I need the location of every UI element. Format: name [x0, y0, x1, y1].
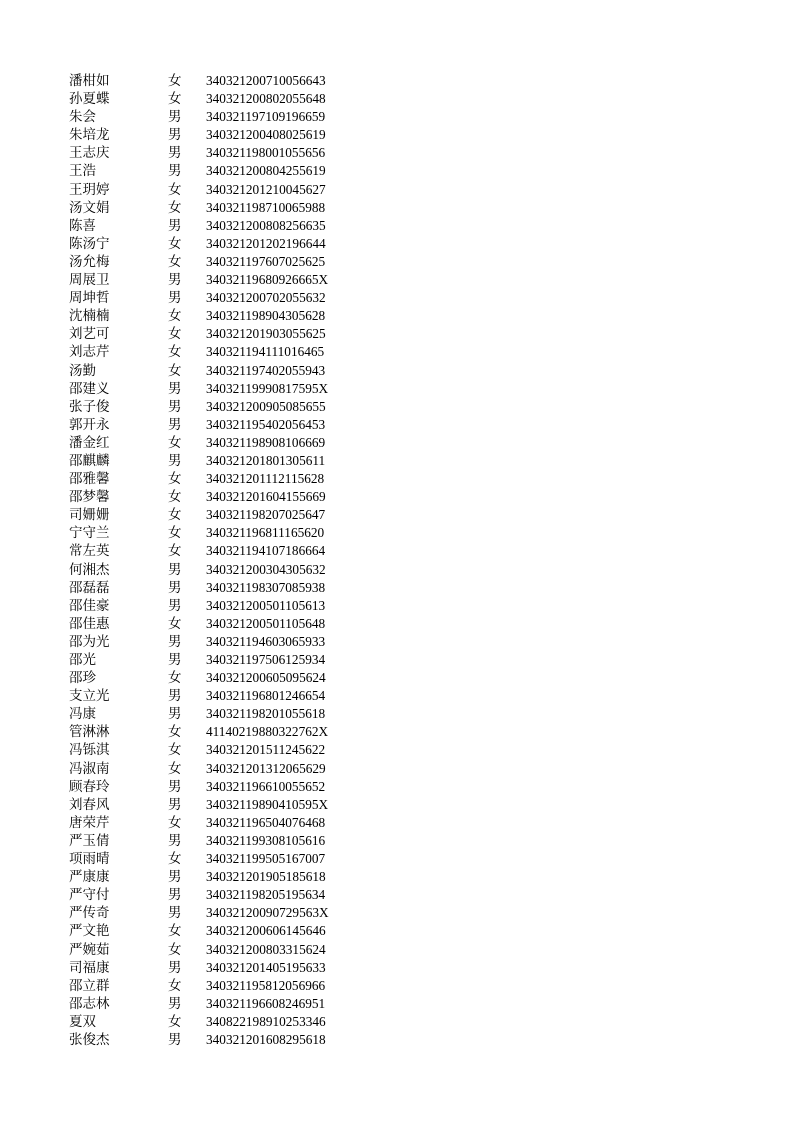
table-row	[0, 669, 793, 687]
gender-cell: 男	[168, 398, 182, 415]
gender-cell: 女	[168, 181, 182, 198]
id-number-cell: 340321200501105648	[206, 615, 326, 631]
id-number-cell: 340321200808256635	[206, 217, 326, 233]
table-row	[0, 705, 793, 723]
table-row	[0, 470, 793, 488]
name-cell: 陈汤宁	[69, 235, 110, 252]
table-row	[0, 814, 793, 832]
name-cell: 何湘杰	[69, 561, 110, 578]
id-number-cell: 340321197607025625	[206, 253, 326, 269]
name-cell: 汤勤	[69, 362, 96, 379]
name-cell: 邵佳豪	[69, 597, 110, 614]
id-number-cell: 34032119990817595X	[206, 380, 329, 396]
table-row	[0, 723, 793, 741]
id-number-cell: 340321197402055943	[206, 362, 326, 378]
name-cell: 严传奇	[69, 905, 110, 922]
gender-cell: 男	[168, 688, 182, 705]
table-row	[0, 904, 793, 922]
id-number-cell: 340321199308105616	[206, 832, 326, 848]
gender-cell: 女	[168, 724, 182, 741]
name-cell: 邵立群	[69, 977, 110, 994]
table-row	[0, 253, 793, 271]
name-cell: 严守付	[69, 887, 110, 904]
gender-cell: 女	[168, 923, 182, 940]
id-number-cell: 340321201608295618	[206, 1031, 326, 1047]
gender-cell: 女	[168, 91, 182, 108]
table-row	[0, 922, 793, 940]
name-cell: 夏双	[69, 1013, 96, 1030]
id-number-cell: 340321201312065629	[206, 760, 326, 776]
gender-cell: 女	[168, 543, 182, 560]
name-cell: 严玉倩	[69, 832, 110, 849]
table-row	[0, 651, 793, 669]
table-row	[0, 886, 793, 904]
name-cell: 王志庆	[69, 145, 110, 162]
gender-cell: 女	[168, 344, 182, 361]
table-row	[0, 289, 793, 307]
gender-cell: 女	[168, 362, 182, 379]
table-row	[0, 181, 793, 199]
gender-cell: 男	[168, 869, 182, 886]
id-number-cell: 340321201903055625	[206, 326, 326, 342]
id-number-cell: 340321201801305611	[206, 452, 326, 468]
gender-cell: 女	[168, 760, 182, 777]
id-number-cell: 340321194603065933	[206, 633, 326, 649]
table-row	[0, 977, 793, 995]
name-cell: 周展卫	[69, 272, 110, 289]
table-row	[0, 832, 793, 850]
name-cell: 刘艺可	[69, 326, 110, 343]
gender-cell: 男	[168, 217, 182, 234]
name-cell: 司姗姗	[69, 507, 110, 524]
id-number-cell: 340321200804255619	[206, 163, 326, 179]
id-number-cell: 340321200605095624	[206, 670, 326, 686]
gender-cell: 女	[168, 851, 182, 868]
id-number-cell: 340321201604155669	[206, 489, 326, 505]
name-cell: 周坤哲	[69, 290, 110, 307]
table-row	[0, 362, 793, 380]
gender-cell: 女	[168, 1013, 182, 1030]
gender-cell: 女	[168, 434, 182, 451]
table-row	[0, 760, 793, 778]
id-number-cell: 340321197506125934	[206, 652, 326, 667]
id-number-cell: 340321198908106669	[206, 434, 326, 450]
id-number-cell: 340321195812056966	[206, 977, 326, 993]
name-cell: 冯淑南	[69, 760, 110, 777]
name-cell: 潘金红	[69, 434, 110, 451]
gender-cell: 男	[168, 597, 182, 614]
table-row	[0, 850, 793, 868]
name-cell: 支立光	[69, 688, 110, 705]
table-row	[0, 959, 793, 977]
id-number-cell: 340321200802055648	[206, 91, 326, 107]
table-row	[0, 597, 793, 615]
name-cell: 刘春风	[69, 796, 110, 813]
name-cell: 汤文娟	[69, 199, 110, 216]
gender-cell: 男	[168, 290, 182, 307]
id-number-cell: 340321200606145646	[206, 923, 326, 939]
gender-cell: 女	[168, 941, 182, 958]
table-row	[0, 271, 793, 289]
table-row	[0, 561, 793, 579]
name-cell: 邵建义	[69, 380, 110, 397]
name-cell: 宁守兰	[69, 525, 110, 542]
name-cell: 项雨晴	[69, 851, 110, 868]
id-number-cell: 340822198910253346	[206, 1013, 326, 1029]
name-cell: 朱会	[69, 109, 96, 126]
table-row	[0, 307, 793, 325]
gender-cell: 男	[168, 163, 182, 180]
gender-cell: 男	[168, 380, 182, 397]
id-number-cell: 340321201511245622	[206, 742, 326, 758]
id-number-cell: 34032119680926665X	[206, 272, 329, 288]
id-number-cell: 340321199505167007	[206, 851, 326, 867]
gender-cell: 女	[168, 615, 182, 632]
name-cell: 严文艳	[69, 923, 110, 940]
table-row	[0, 488, 793, 506]
name-cell: 管淋淋	[69, 724, 110, 741]
id-number-cell: 340321200803315624	[206, 941, 326, 957]
gender-cell: 男	[168, 778, 182, 795]
name-cell: 郭开永	[69, 416, 110, 433]
gender-cell: 女	[168, 489, 182, 506]
table-row	[0, 452, 793, 470]
table-row	[0, 199, 793, 217]
table-row	[0, 579, 793, 597]
id-number-cell: 340321201405195633	[206, 959, 326, 975]
gender-cell: 女	[168, 742, 182, 759]
gender-cell: 女	[168, 235, 182, 252]
id-number-cell: 340321200501105613	[206, 597, 326, 613]
table-row	[0, 941, 793, 959]
gender-cell: 女	[168, 977, 182, 994]
table-row	[0, 398, 793, 416]
gender-cell: 男	[168, 959, 182, 976]
name-cell: 常左英	[69, 543, 110, 560]
table-row	[0, 796, 793, 814]
id-number-cell: 340321194107186664	[206, 543, 326, 559]
gender-cell: 男	[168, 887, 182, 904]
gender-cell: 男	[168, 1031, 182, 1048]
name-cell: 邵志林	[69, 995, 110, 1012]
table-row	[0, 325, 793, 343]
id-number-cell: 340321200408025619	[206, 127, 326, 143]
name-cell: 严婉茹	[69, 941, 110, 958]
table-row	[0, 162, 793, 180]
table-row	[0, 542, 793, 560]
name-cell: 沈楠楠	[69, 308, 110, 325]
gender-cell: 男	[168, 127, 182, 144]
table-row	[0, 72, 793, 90]
id-number-cell: 340321197109196659	[206, 109, 326, 125]
id-number-cell: 340321200710056643	[206, 73, 326, 88]
table-row	[0, 108, 793, 126]
name-cell: 邵珍	[69, 670, 96, 687]
gender-cell: 女	[168, 253, 182, 270]
gender-cell: 男	[168, 995, 182, 1012]
id-number-cell: 340321196801246654	[206, 688, 326, 704]
id-number-cell: 340321200702055632	[206, 290, 326, 306]
gender-cell: 女	[168, 814, 182, 831]
id-number-cell: 34032119890410595X	[206, 796, 329, 812]
table-row	[0, 741, 793, 759]
name-cell: 唐荣芹	[69, 814, 110, 831]
name-cell: 张子俊	[69, 398, 110, 415]
name-cell: 邵梦馨	[69, 489, 110, 506]
gender-cell: 男	[168, 579, 182, 596]
id-number-cell: 340321198207025647	[206, 507, 326, 523]
id-number-cell: 340321201210045627	[206, 181, 326, 197]
table-row	[0, 868, 793, 886]
name-cell: 孙夏蝶	[69, 91, 110, 108]
record-table	[0, 72, 793, 1049]
id-number-cell: 340321196504076468	[206, 814, 326, 830]
id-number-cell: 340321196608246951	[206, 995, 326, 1011]
name-cell: 冯铄淇	[69, 742, 110, 759]
name-cell: 邵雅馨	[69, 471, 110, 488]
gender-cell: 女	[168, 326, 182, 343]
gender-cell: 男	[168, 706, 182, 723]
name-cell: 王浩	[69, 163, 96, 180]
gender-cell: 女	[168, 525, 182, 542]
gender-cell: 男	[168, 633, 182, 650]
name-cell: 邵为光	[69, 633, 110, 650]
id-number-cell: 41140219880322762X	[206, 724, 329, 740]
name-cell: 朱培龙	[69, 127, 110, 144]
gender-cell: 女	[168, 199, 182, 216]
name-cell: 邵佳惠	[69, 615, 110, 632]
gender-cell: 男	[168, 416, 182, 433]
gender-cell: 女	[168, 471, 182, 488]
name-cell: 冯康	[69, 706, 96, 723]
table-row	[0, 343, 793, 361]
id-number-cell: 340321200905085655	[206, 398, 326, 414]
id-number-cell: 340321196610055652	[206, 778, 326, 794]
table-row	[0, 687, 793, 705]
name-cell: 潘柑如	[69, 73, 110, 89]
name-cell: 张俊杰	[69, 1031, 110, 1048]
gender-cell: 男	[168, 145, 182, 162]
id-number-cell: 340321198307085938	[206, 579, 326, 595]
gender-cell: 女	[168, 670, 182, 687]
gender-cell: 男	[168, 561, 182, 578]
table-row	[0, 90, 793, 108]
table-row	[0, 217, 793, 235]
gender-cell: 男	[168, 905, 182, 922]
name-cell: 严康康	[69, 869, 110, 886]
table-row	[0, 615, 793, 633]
table-row	[0, 235, 793, 253]
table-row	[0, 144, 793, 162]
id-number-cell: 340321201202196644	[206, 235, 326, 251]
id-number-cell: 340321201112115628	[206, 471, 325, 487]
id-number-cell: 340321198904305628	[206, 308, 326, 324]
id-number-cell: 340321200304305632	[206, 561, 326, 577]
gender-cell: 女	[168, 308, 182, 325]
table-row	[0, 995, 793, 1013]
name-cell: 顾春玲	[69, 778, 110, 795]
gender-cell: 男	[168, 832, 182, 849]
name-cell: 邵光	[69, 652, 96, 668]
id-number-cell: 340321196811165620	[206, 525, 325, 541]
gender-cell: 女	[168, 507, 182, 524]
table-row	[0, 1013, 793, 1031]
gender-cell: 男	[168, 109, 182, 126]
id-number-cell: 340321195402056453	[206, 416, 326, 432]
id-number-cell: 340321201905185618	[206, 869, 326, 885]
table-row	[0, 506, 793, 524]
id-number-cell: 340321198710065988	[206, 199, 326, 215]
name-cell: 王玥婷	[69, 181, 110, 198]
table-row	[0, 126, 793, 144]
id-number-cell: 340321198201055618	[206, 706, 326, 722]
id-number-cell: 340321198205195634	[206, 887, 326, 903]
table-row	[0, 1031, 793, 1049]
id-number-cell: 340321194111016465	[206, 344, 325, 360]
table-row	[0, 633, 793, 651]
table-row	[0, 434, 793, 452]
gender-cell: 男	[168, 796, 182, 813]
table-row	[0, 524, 793, 542]
id-number-cell: 340321198001055656	[206, 145, 326, 161]
gender-cell: 男	[168, 452, 182, 469]
name-cell: 陈喜	[69, 217, 96, 234]
gender-cell: 女	[168, 73, 182, 89]
name-cell: 汤允梅	[69, 253, 110, 270]
name-cell: 邵麒麟	[69, 452, 110, 469]
name-cell: 邵磊磊	[69, 579, 110, 596]
name-cell: 刘志芹	[69, 344, 110, 361]
name-cell: 司福康	[69, 959, 110, 976]
id-number-cell: 34032120090729563X	[206, 905, 329, 921]
table-row	[0, 778, 793, 796]
table-row	[0, 380, 793, 398]
gender-cell: 男	[168, 652, 182, 668]
table-row	[0, 416, 793, 434]
gender-cell: 男	[168, 272, 182, 289]
